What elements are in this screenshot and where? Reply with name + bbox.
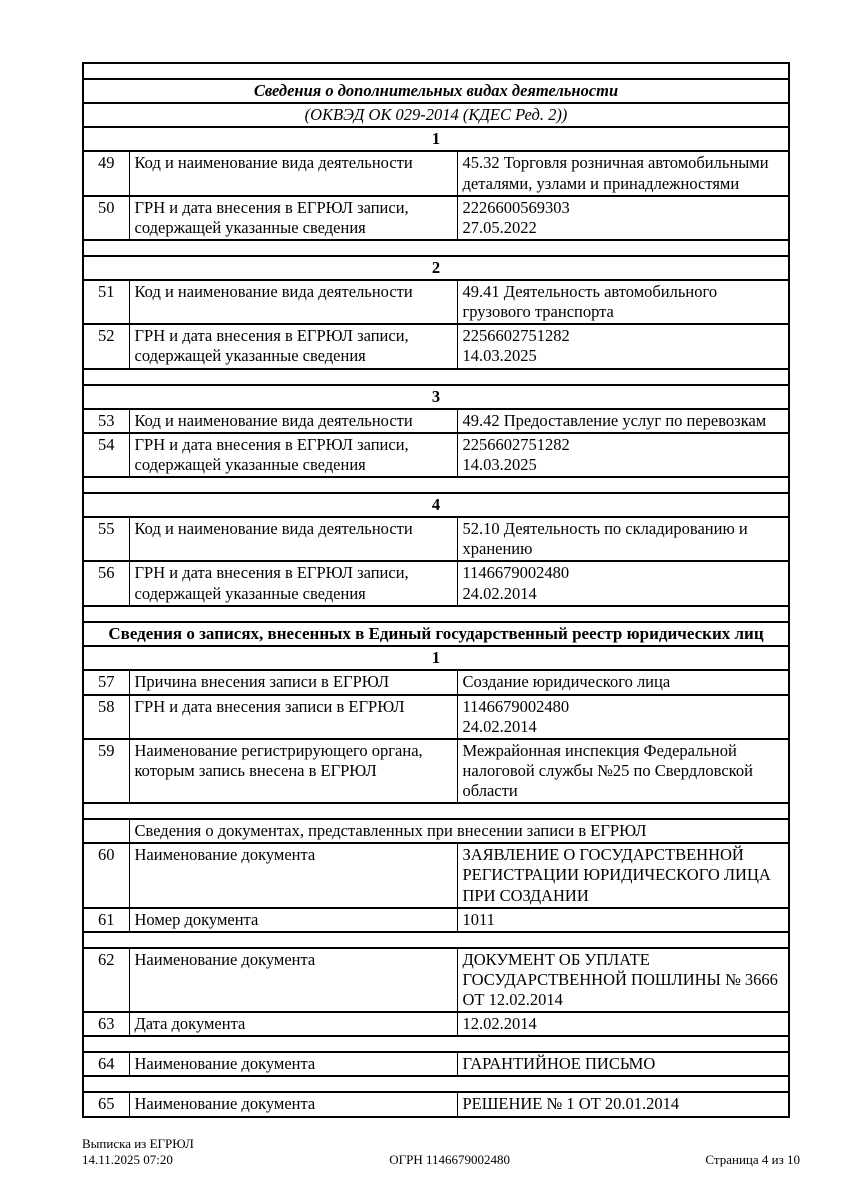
subtitle-row [83,103,789,127]
field-label: ГРН и дата внесения в ЕГРЮЛ записи, содержащей указанные сведения [129,196,457,240]
value-line: 2256602751282 [462,326,570,346]
title-row [83,79,789,103]
field-value [457,843,789,907]
footer-page-number: Страница 4 из 10 [705,1152,800,1168]
field-value [457,196,789,240]
footer-datetime: 14.11.2025 07:20 [82,1152,173,1168]
title-text: Сведения о дополнительных видах деятельности [83,79,789,103]
spacer-cell [83,1036,789,1052]
value-line: 24.02.2014 [462,583,537,603]
field-value [457,280,789,324]
spacer-row [83,932,789,948]
subheader-row [83,819,789,843]
group-number-row [83,646,789,670]
spacer-cell [83,932,789,948]
spacer-cell [83,477,789,493]
field-label: ГРН и дата внесения в ЕГРЮЛ записи, содержащей указанные сведения [129,324,457,368]
field-value [457,561,789,605]
footer-ogrn: ОГРН 1146679002480 [389,1152,510,1168]
table-row-55 [83,517,789,561]
group-number-row [83,493,789,517]
group-number-row [83,256,789,280]
value-line: Межрайонная инспекция Федеральной налоговой службы №25 по Свердловской области [462,740,753,801]
field-label: Причина внесения записи в ЕГРЮЛ [129,670,457,694]
spacer-row [83,803,789,819]
group-number: 1 [83,127,789,151]
field-value [457,1012,789,1036]
field-label: Наименование документа [129,843,457,907]
row-number: 52 [83,324,129,368]
section-row [83,622,789,647]
field-value [457,1092,789,1116]
field-value [457,517,789,561]
value-line: ГАРАНТИЙНОЕ ПИСЬМО [462,1054,656,1074]
document-table-body [83,63,789,1117]
table-row-54 [83,433,789,477]
field-label: Наименование документа [129,1052,457,1076]
row-number: 64 [83,1052,129,1076]
row-number: 56 [83,561,129,605]
table-row-65 [83,1092,789,1116]
value-line: 49.42 Предоставление услуг по перевозкам [462,410,767,430]
row-number: 49 [83,151,129,195]
field-label: ГРН и дата внесения записи в ЕГРЮЛ [129,695,457,739]
value-line: ЗАЯВЛЕНИЕ О ГОСУДАРСТВЕННОЙ РЕГИСТРАЦИИ ЮРИДИЧЕСКОГО ЛИЦА ПРИ СОЗДАНИИ [462,845,771,905]
value-line: 1011 [462,909,495,929]
group-number: 2 [83,256,789,280]
field-label: Код и наименование вида деятельности [129,517,457,561]
group-number-row [83,385,789,409]
value-line: 49.41 Деятельность автомобильного грузового транспорта [462,282,718,322]
row-number: 62 [83,948,129,1012]
table-row-50 [83,196,789,240]
row-number: 51 [83,280,129,324]
page-footer [82,1136,800,1169]
table-row-60 [83,843,789,907]
field-label: Наименование регистрирующего органа, которым запись внесена в ЕГРЮЛ [129,739,457,803]
subtitle-text: (ОКВЭД ОК 029-2014 (КДЕС Ред. 2)) [83,103,789,127]
group-number: 3 [83,385,789,409]
table-row-61 [83,908,789,932]
field-value [457,908,789,932]
field-label: Код и наименование вида деятельности [129,151,457,195]
table-row-57 [83,670,789,694]
row-number: 65 [83,1092,129,1116]
value-line: 12.02.2014 [462,1014,537,1034]
value-line: 1146679002480 [462,563,570,583]
value-line: ДОКУМЕНТ ОБ УПЛАТЕ ГОСУДАРСТВЕННОЙ ПОШЛИНЫ № 3666 ОТ 12.02.2014 [462,949,778,1010]
value-line: Создание юридического лица [462,672,671,692]
field-value [457,739,789,803]
table-row-49 [83,151,789,195]
spacer-row [83,606,789,622]
group-number: 4 [83,493,789,517]
spacer-row [83,1036,789,1052]
field-label: ГРН и дата внесения в ЕГРЮЛ записи, содержащей указанные сведения [129,561,457,605]
table-row-59 [83,739,789,803]
table-row-63 [83,1012,789,1036]
value-line: 24.02.2014 [462,716,537,736]
footer-doc-type: Выписка из ЕГРЮЛ [82,1136,194,1151]
field-value [457,948,789,1012]
spacer-cell [83,63,789,79]
field-label: Наименование документа [129,948,457,1012]
row-number: 58 [83,695,129,739]
row-number: 55 [83,517,129,561]
row-number: 53 [83,409,129,433]
value-line: 27.05.2022 [462,217,537,237]
spacer-row [83,369,789,385]
spacer-cell [83,606,789,622]
field-value [457,324,789,368]
egrul-extract-table [82,62,790,1118]
value-line: 45.32 Торговля розничная автомобильными деталями, узлами и принадлежностями [462,153,769,193]
table-row-62 [83,948,789,1012]
spacer-cell [83,803,789,819]
value-line: РЕШЕНИЕ № 1 ОТ 20.01.2014 [462,1094,680,1114]
table-row-64 [83,1052,789,1076]
spacer-row [83,1076,789,1092]
field-value [457,151,789,195]
value-line: 2256602751282 [462,434,570,454]
field-value [457,695,789,739]
value-line: 14.03.2025 [462,346,537,366]
table-row-53 [83,409,789,433]
row-number: 50 [83,196,129,240]
spacer-row [83,240,789,256]
value-line: 52.10 Деятельность по складированию и хранению [462,519,748,559]
value-line: 14.03.2025 [462,454,537,474]
field-value [457,1052,789,1076]
spacer-row [83,63,789,79]
field-label: Дата документа [129,1012,457,1036]
spacer-row [83,477,789,493]
spacer-cell [83,240,789,256]
row-number-cell-empty [83,819,129,843]
field-value [457,670,789,694]
row-number: 54 [83,433,129,477]
field-label: ГРН и дата внесения в ЕГРЮЛ записи, содержащей указанные сведения [129,433,457,477]
section-text: Сведения о записях, внесенных в Единый государственный реестр юридических лиц [83,622,789,647]
table-row-51 [83,280,789,324]
subheader-text: Сведения о документах, представленных при внесении записи в ЕГРЮЛ [129,819,789,843]
table-row-52 [83,324,789,368]
table-row-58 [83,695,789,739]
field-label: Номер документа [129,908,457,932]
field-label: Код и наименование вида деятельности [129,280,457,324]
value-line: 2226600569303 [462,197,570,217]
field-label: Код и наименование вида деятельности [129,409,457,433]
row-number: 59 [83,739,129,803]
footer-left-block [82,1136,194,1169]
spacer-cell [83,369,789,385]
row-number: 61 [83,908,129,932]
row-number: 60 [83,843,129,907]
table-row-56 [83,561,789,605]
group-number: 1 [83,646,789,670]
row-number: 63 [83,1012,129,1036]
field-value [457,433,789,477]
value-line: 1146679002480 [462,696,570,716]
field-value [457,409,789,433]
group-number-row [83,127,789,151]
spacer-cell [83,1076,789,1092]
row-number: 57 [83,670,129,694]
field-label: Наименование документа [129,1092,457,1116]
